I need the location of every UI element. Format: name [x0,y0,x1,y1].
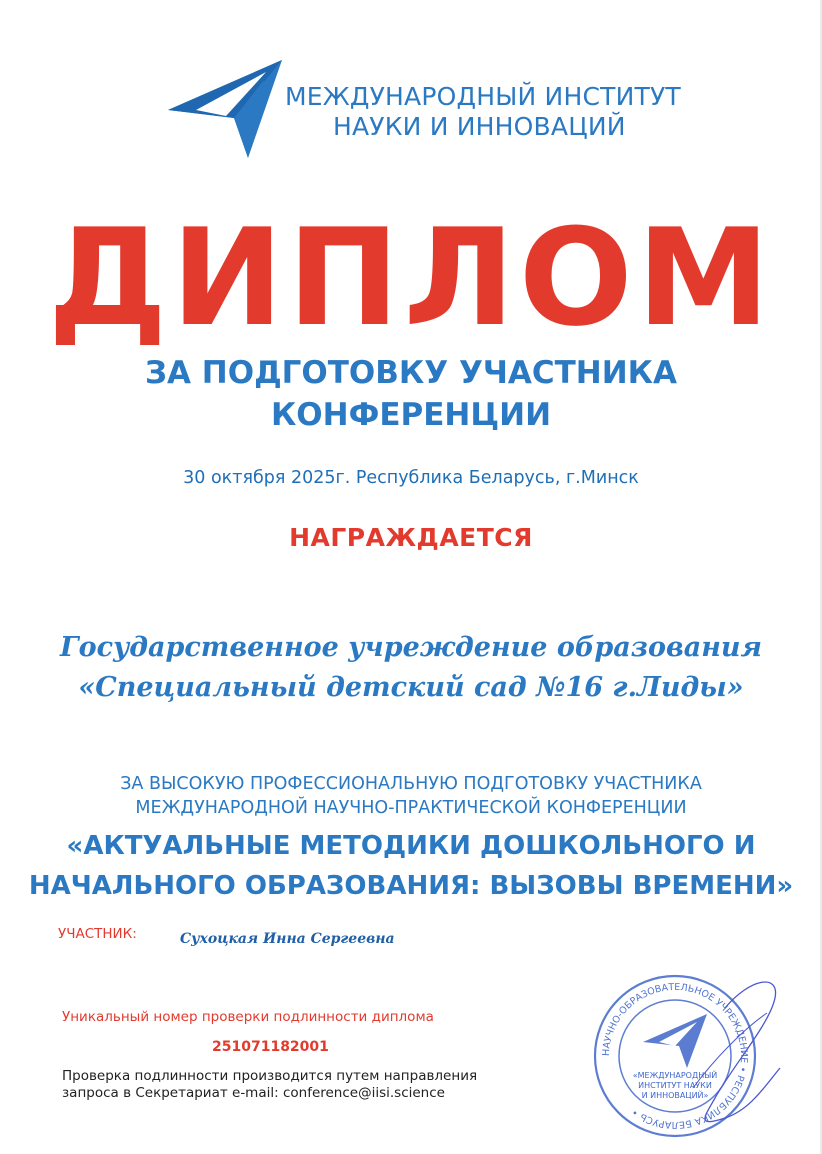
recipient-name [40,628,782,708]
verification-label: Уникальный номер проверки подлинности диплома [62,1009,434,1025]
stamp-logo-icon [643,1014,707,1068]
subtitle-line1: ЗА ПОДГОТОВКУ УЧАСТНИКА [144,355,678,391]
conference-line2: НАЧАЛЬНОГО ОБРАЗОВАНИЯ: ВЫЗОВЫ ВРЕМЕНИ» [28,871,794,901]
verification-note [62,1068,562,1102]
reason-line1: ЗА ВЫСОКУЮ ПРОФЕССИОНАЛЬНУЮ ПОДГОТОВКУ УЧАСТНИКА [120,774,702,794]
stamp-center-line1: «МЕЖДУНАРОДНЫЙ [632,1071,718,1080]
award-reason [0,772,822,820]
recipient-line2: «Специальный детский сад №16 г.Лиды» [78,672,744,703]
paper-plane-triangle-icon [166,58,284,160]
verification-note-line1: Проверка подлинности производится путем направления [62,1068,478,1084]
conference-title [0,826,822,906]
official-stamp [575,968,790,1148]
awarded-label: НАГРАЖДАЕТСЯ [289,523,533,552]
org-name-line1: МЕЖДУНАРОДНЫЙ ИНСТИТУТ [285,82,681,111]
verification-number: 251071182001 [212,1039,329,1055]
org-name-line2: НАУКИ И ИННОВАЦИЙ [333,112,626,141]
participant-label: УЧАСТНИК: [58,926,137,942]
conference-line1: «АКТУАЛЬНЫЕ МЕТОДИКИ ДОШКОЛЬНОГО И [66,831,756,861]
org-name [285,82,765,142]
participant-name: Сухоцкая Инна Сергеевна [180,931,395,947]
diploma-subtitle [0,352,822,436]
verification-note-line2: запроса в Секретариат e-mail: conference@iisi.science [62,1085,445,1101]
date-place: 30 октября 2025г. Республика Беларусь, г.Минск [183,468,639,488]
diploma-title: ДИПЛОМ [47,200,775,356]
reason-line2: МЕЖДУНАРОДНОЙ НАУЧНО-ПРАКТИЧЕСКОЙ КОНФЕРЕНЦИИ [135,798,687,818]
stamp-center-line2: ИНСТИТУТ НАУКИ [638,1081,712,1090]
stamp-ring-text: НАУЧНО-ОБРАЗОВАТЕЛЬНОЕ УЧРЕЖДЕНИЕ • РЕСПУБЛИКА БЕЛАРУСЬ • [600,981,750,1131]
subtitle-line2: КОНФЕРЕНЦИИ [270,397,552,433]
recipient-line1: Государственное учреждение образования [59,632,762,663]
stamp-center-line3: И ИННОВАЦИЙ» [641,1091,709,1100]
